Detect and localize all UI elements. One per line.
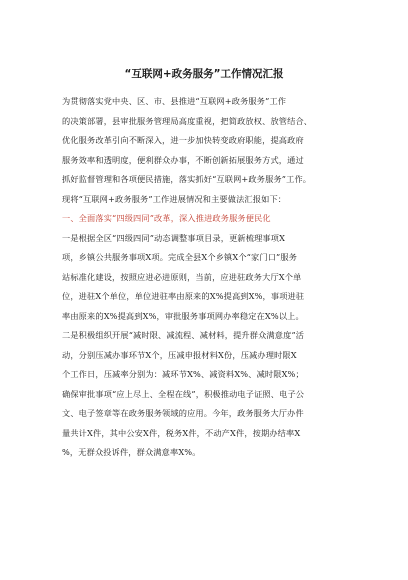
body-line: 项，乡镇公共服务事项X项。完成全县X个乡镇X个“家门口”服务 bbox=[62, 252, 298, 262]
body-line: 抓好监督管理和各项便民措施，落实抓好“互联网+政务服务”工作。 bbox=[62, 174, 312, 184]
body-line: 文、电子签章等在政务服务领域的应用。今年，政务服务大厅办件 bbox=[62, 408, 304, 418]
body-line: 一是根据全区“四级四同”动态调整事项目录，更新梳理事项X bbox=[62, 232, 286, 243]
body-line: 现将“互联网+政务服务”工作进展情况和主要做法汇报如下： bbox=[62, 193, 287, 204]
body-line: 率由原来的X%提高到X%，审批服务事项网办率稳定在X%以上。 bbox=[62, 310, 304, 321]
body-line: %，无群众投诉件，群众满意率X%。 bbox=[62, 447, 201, 457]
body-line: 为贯彻落实党中央、区、市、县推进“互联网+政务服务”工作 bbox=[62, 96, 287, 106]
body-line: 个工作日，压减率分别为：减环节X%、减资料X%、减时限X%； bbox=[62, 369, 304, 379]
body-line: 确保审批事项“应上尽上、全程在线”，积极推动电子证照、电子公 bbox=[62, 388, 305, 399]
section-heading: 一、全面落实“四级四同”改革，深入推进政务服务便民化 bbox=[62, 213, 271, 223]
body-line: 位，进驻X个单位，单位进驻率由原来的X%提高到X%，事项进驻 bbox=[62, 291, 305, 301]
body-line: 二是积极组织开展“减时限、减流程、减材料，提升群众满意度”活 bbox=[62, 330, 305, 340]
document-body bbox=[62, 92, 352, 463]
body-line: 优化服务改革引向不断深入，进一步加快转变政府职能，提高政府 bbox=[62, 135, 304, 145]
body-line: 量共计X件，其中公安X件，税务X件，不动产X件，按期办结率X bbox=[62, 427, 301, 438]
body-line: 动，分别压减办事环节X个，压减申报材料X份，压减办理时限X bbox=[62, 349, 297, 360]
body-line: 的决策部署，县审批服务管理局高度重视，把简政放权、放管结合、 bbox=[62, 115, 313, 126]
body-line: 服务效率和透明度，便利群众办事，不断创新拓展服务方式，通过 bbox=[62, 154, 304, 165]
document-title: “互联网+政务服务”工作情况汇报 bbox=[124, 68, 284, 80]
body-line: 站标准化建设，按照应进必进原则，当前，应进驻政务大厅X个单 bbox=[62, 271, 302, 282]
